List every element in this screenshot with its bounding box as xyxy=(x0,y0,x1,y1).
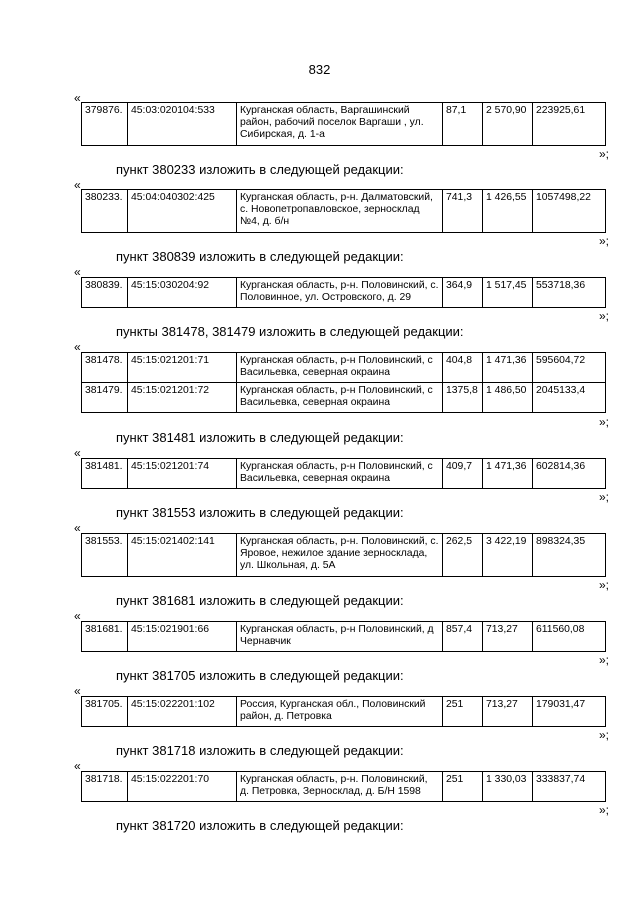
cadastral-number: 45:15:021201:74 xyxy=(128,459,237,489)
amendment-instruction: пункт 381481 изложить в следующей редакции: xyxy=(116,430,404,445)
object-address: Курганская область, р-н Половинский, с Васильевка, северная окраина xyxy=(237,353,443,383)
cadastral-number: 45:04:040302:425 xyxy=(128,190,237,233)
object-area: 262,5 xyxy=(443,534,483,577)
open-quote: « xyxy=(74,265,81,279)
row-number: 381681. xyxy=(82,622,128,652)
table-row xyxy=(82,103,606,146)
row-number: 380233. xyxy=(82,190,128,233)
record-table xyxy=(81,352,606,413)
record-table xyxy=(81,102,606,146)
specific-value: 1 486,50 xyxy=(483,383,533,413)
specific-value: 1 330,03 xyxy=(483,772,533,802)
table-row xyxy=(82,697,606,727)
row-number: 381481. xyxy=(82,459,128,489)
table-row xyxy=(82,772,606,802)
amendment-instruction: пункт 381705 изложить в следующей редакции: xyxy=(116,668,404,683)
cadastral-value: 595604,72 xyxy=(533,353,606,383)
cadastral-value: 898324,35 xyxy=(533,534,606,577)
open-quote: « xyxy=(74,178,81,192)
open-quote: « xyxy=(74,446,81,460)
cadastral-value: 611560,08 xyxy=(533,622,606,652)
object-area: 87,1 xyxy=(443,103,483,146)
close-quote: »; xyxy=(598,147,609,161)
object-address: Курганская область, р-н. Половинский, с. Половинное, ул. Островского, д. 29 xyxy=(237,278,443,308)
amendment-instruction: пункт 380233 изложить в следующей редакции: xyxy=(116,162,404,177)
record-table xyxy=(81,189,606,233)
object-address: Курганская область, р-н. Половинский, д. Петровка, Зерносклад, д. Б/Н 1598 xyxy=(237,772,443,802)
object-area: 741,3 xyxy=(443,190,483,233)
cadastral-number: 45:15:022201:102 xyxy=(128,697,237,727)
open-quote: « xyxy=(74,759,81,773)
specific-value: 2 570,90 xyxy=(483,103,533,146)
record-table xyxy=(81,533,606,577)
row-number: 380839. xyxy=(82,278,128,308)
specific-value: 713,27 xyxy=(483,697,533,727)
table-row xyxy=(82,353,606,383)
amendment-instruction: пункты 381478, 381479 изложить в следующей редакции: xyxy=(116,324,464,339)
close-quote: »; xyxy=(598,309,609,323)
cadastral-number: 45:03:020104:533 xyxy=(128,103,237,146)
cadastral-value: 2045133,4 xyxy=(533,383,606,413)
amendment-instruction: пункт 381681 изложить в следующей редакции: xyxy=(116,593,404,608)
specific-value: 1 426,55 xyxy=(483,190,533,233)
table-row xyxy=(82,622,606,652)
cadastral-value: 602814,36 xyxy=(533,459,606,489)
object-area: 251 xyxy=(443,697,483,727)
open-quote: « xyxy=(74,91,81,105)
cadastral-number: 45:15:021901:66 xyxy=(128,622,237,652)
object-area: 857,4 xyxy=(443,622,483,652)
specific-value: 713,27 xyxy=(483,622,533,652)
cadastral-value: 1057498,22 xyxy=(533,190,606,233)
specific-value: 3 422,19 xyxy=(483,534,533,577)
cadastral-value: 179031,47 xyxy=(533,697,606,727)
record-table xyxy=(81,277,606,308)
table-row xyxy=(82,190,606,233)
close-quote: »; xyxy=(598,234,609,248)
row-number: 381478. xyxy=(82,353,128,383)
open-quote: « xyxy=(74,609,81,623)
amendment-instruction: пункт 381718 изложить в следующей редакции: xyxy=(116,743,404,758)
specific-value: 1 517,45 xyxy=(483,278,533,308)
cadastral-number: 45:15:021201:71 xyxy=(128,353,237,383)
cadastral-number: 45:15:030204:92 xyxy=(128,278,237,308)
table-row xyxy=(82,534,606,577)
object-address: Курганская область, р-н Половинский, д Чернавчик xyxy=(237,622,443,652)
amendment-instruction: пункт 381553 изложить в следующей редакции: xyxy=(116,505,404,520)
row-number: 381553. xyxy=(82,534,128,577)
close-quote: »; xyxy=(598,728,609,742)
close-quote: »; xyxy=(598,415,609,429)
amendment-instruction: пункт 381720 изложить в следующей редакции: xyxy=(116,818,404,833)
object-address: Курганская область, р-н Половинский, с Васильевка, северная окраина xyxy=(237,383,443,413)
table-row xyxy=(82,278,606,308)
object-address: Россия, Курганская обл., Половинский район, д. Петровка xyxy=(237,697,443,727)
close-quote: »; xyxy=(598,490,609,504)
open-quote: « xyxy=(74,340,81,354)
page-number: 832 xyxy=(308,62,331,77)
object-address: Курганская область, Варгашинский район, рабочий поселок Варгаши , ул. Сибирская, д. 1-а xyxy=(237,103,443,146)
object-area: 409,7 xyxy=(443,459,483,489)
object-area: 364,9 xyxy=(443,278,483,308)
record-table xyxy=(81,621,606,652)
object-area: 1375,8 xyxy=(443,383,483,413)
row-number: 381718. xyxy=(82,772,128,802)
amendment-instruction: пункт 380839 изложить в следующей редакции: xyxy=(116,249,404,264)
object-address: Курганская область, р-н Половинский, с Васильевка, северная окраина xyxy=(237,459,443,489)
close-quote: »; xyxy=(598,578,609,592)
object-address: Курганская область, р-н. Половинский, с. Яровое, нежилое здание зерносклада, ул. Школьная, д. 5А xyxy=(237,534,443,577)
table-row xyxy=(82,459,606,489)
object-area: 251 xyxy=(443,772,483,802)
cadastral-number: 45:15:021201:72 xyxy=(128,383,237,413)
row-number: 379876. xyxy=(82,103,128,146)
cadastral-value: 553718,36 xyxy=(533,278,606,308)
record-table xyxy=(81,696,606,727)
cadastral-value: 333837,74 xyxy=(533,772,606,802)
open-quote: « xyxy=(74,521,81,535)
record-table xyxy=(81,771,606,802)
cadastral-number: 45:15:022201:70 xyxy=(128,772,237,802)
record-table xyxy=(81,458,606,489)
object-area: 404,8 xyxy=(443,353,483,383)
open-quote: « xyxy=(74,684,81,698)
cadastral-value: 223925,61 xyxy=(533,103,606,146)
cadastral-number: 45:15:021402:141 xyxy=(128,534,237,577)
row-number: 381705. xyxy=(82,697,128,727)
close-quote: »; xyxy=(598,803,609,817)
specific-value: 1 471,36 xyxy=(483,353,533,383)
specific-value: 1 471,36 xyxy=(483,459,533,489)
close-quote: »; xyxy=(598,653,609,667)
table-row xyxy=(82,383,606,413)
row-number: 381479. xyxy=(82,383,128,413)
object-address: Курганская область, р-н. Далматовский, с. Новопетропавловское, зерносклад №4, д. б/н xyxy=(237,190,443,233)
